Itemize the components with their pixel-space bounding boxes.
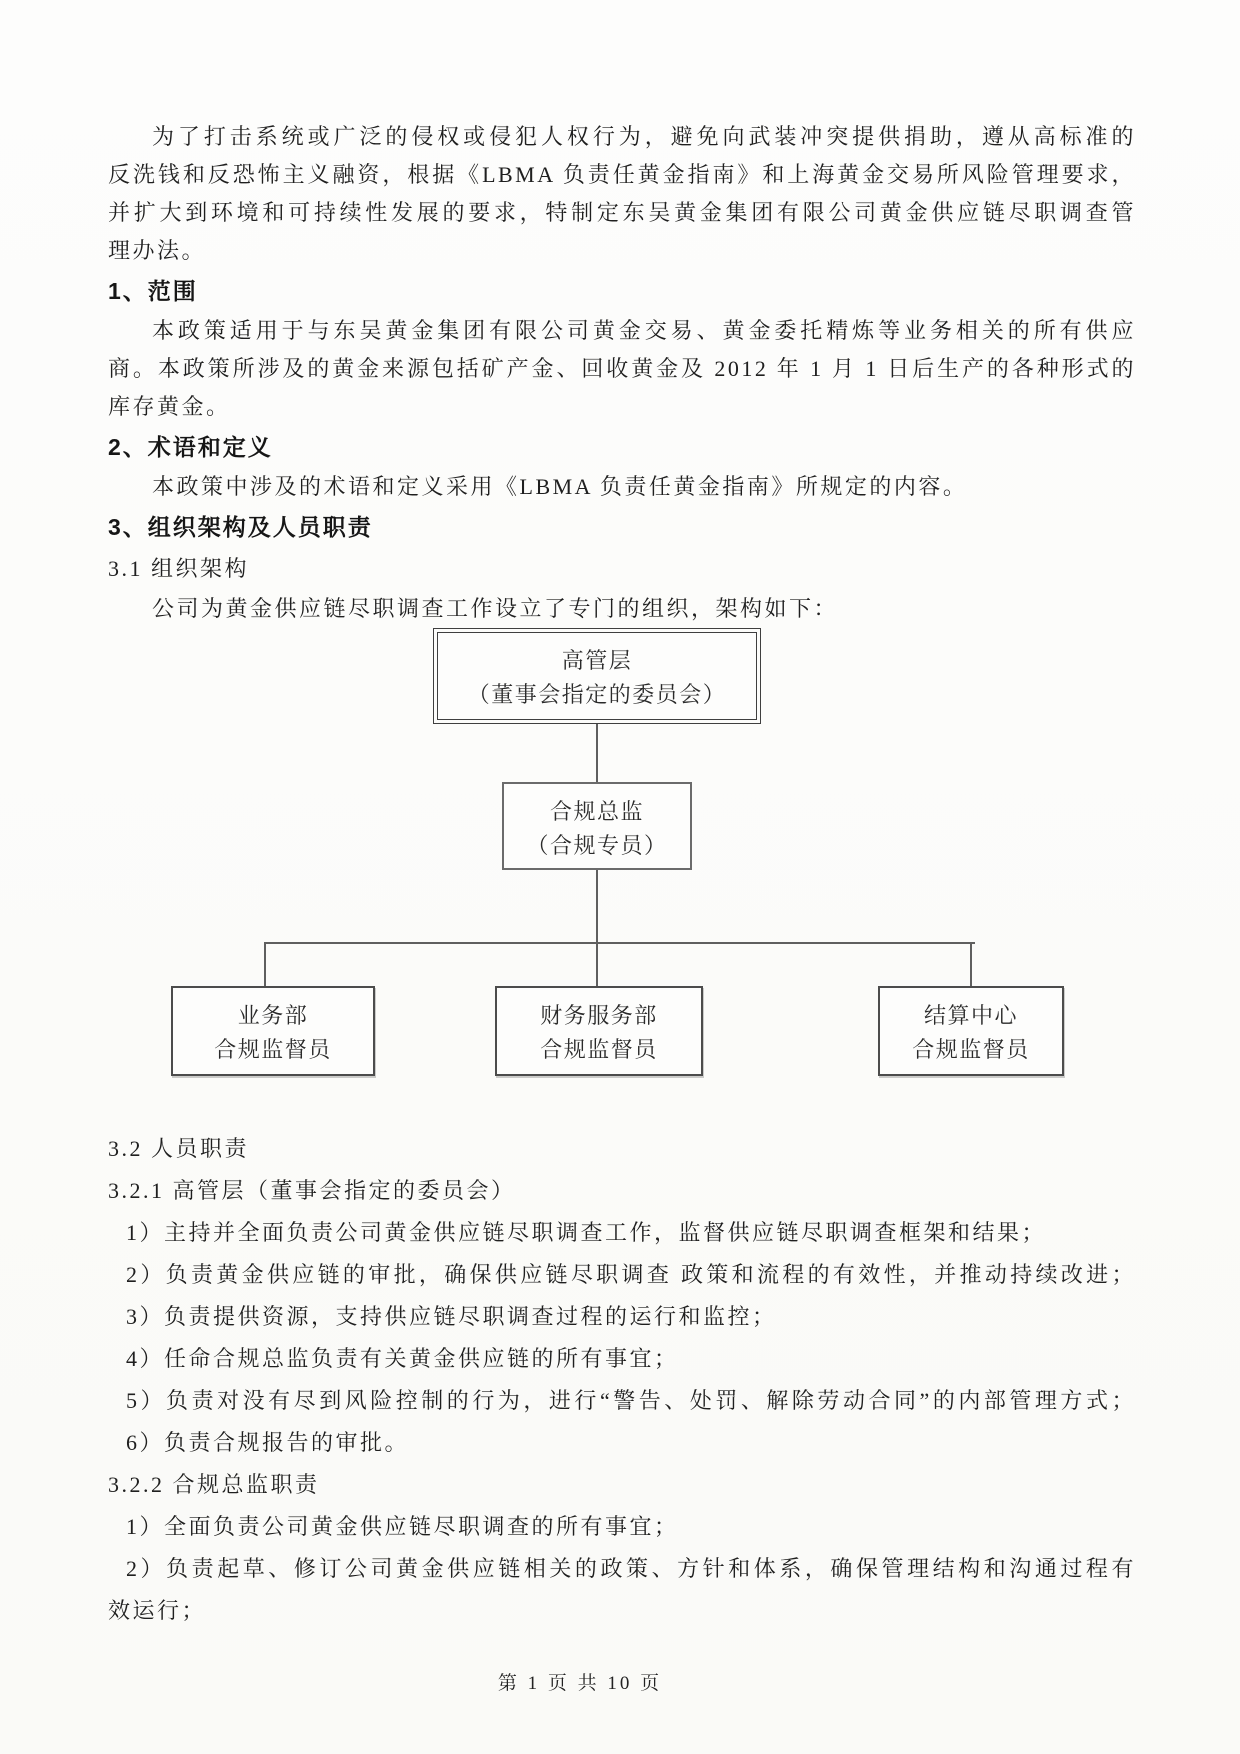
list-item: 3）负责提供资源，支持供应链尽职调查过程的运行和监控；	[126, 1304, 777, 1329]
text-line: 库存黄金。	[108, 394, 231, 419]
connector-vertical-top	[596, 724, 598, 782]
list-item: 6）负责合规报告的审批。	[126, 1430, 410, 1455]
org-box-title: 业务部	[237, 1003, 309, 1028]
connector-vertical-middle	[596, 870, 598, 986]
connector-stub-left	[264, 942, 266, 986]
list-item-continuation: 效运行；	[108, 1598, 207, 1623]
text-line: 并扩大到环境和可持续性发展的要求，特制定东吴黄金集团有限公司黄金供应链尽职调查管	[108, 200, 1136, 225]
list-item: 4）任命合规总监负责有关黄金供应链的所有事宜；	[126, 1346, 679, 1371]
scope-paragraph	[108, 312, 1136, 426]
subsection-3-2-title: 3.2 人员职责	[108, 1136, 250, 1161]
org-box-subtitle: 合规监督员	[912, 1037, 1030, 1062]
intro-paragraph	[108, 118, 1136, 270]
org-box-title: 结算中心	[923, 1003, 1018, 1028]
org-box-senior-management	[437, 632, 757, 720]
subsection-3-2-2-title: 3.2.2 合规总监职责	[108, 1472, 320, 1497]
org-box-subtitle: 合规监督员	[540, 1037, 658, 1062]
section-heading-terms: 2、术语和定义	[108, 434, 273, 460]
list-item: 2）负责黄金供应链的审批，确保供应链尽职调查 政策和流程的有效性，并推动持续改进；	[126, 1262, 1136, 1287]
text-line: 反洗钱和反恐怖主义融资，根据《LBMA 负责任黄金指南》和上海黄金交易所风险管理要求，	[108, 162, 1136, 187]
list-item: 1）主持并全面负责公司黄金供应链尽职调查工作，监督供应链尽职调查框架和结果；	[126, 1220, 1047, 1245]
subsection-3-2-1-title: 3.2.1 高管层（董事会指定的委员会）	[108, 1178, 516, 1203]
org-box-compliance-director	[502, 782, 692, 870]
org-box-subtitle: （董事会指定的委员会）	[467, 682, 727, 707]
text-line: 理办法。	[108, 238, 207, 263]
org-box-settlement-center	[878, 986, 1064, 1076]
connector-stub-right	[970, 942, 972, 986]
list-item: 2）负责起草、修订公司黄金供应链相关的政策、方针和体系，确保管理结构和沟通过程有	[126, 1556, 1136, 1581]
page-footer: 第 1 页 共 10 页	[497, 1673, 663, 1694]
section-heading-organization: 3、组织架构及人员职责	[108, 514, 373, 540]
org-box-title: 合规总监	[549, 799, 644, 824]
connector-horizontal-rail	[264, 942, 975, 944]
subsection-3-1-title: 3.1 组织架构	[108, 556, 250, 581]
text-line: 为了打击系统或广泛的侵权或侵犯人权行为，避免向武装冲突提供捐助，遵从高标准的	[152, 124, 1136, 149]
section-heading-scope: 1、范围	[108, 278, 198, 304]
org-box-subtitle: 合规监督员	[214, 1037, 332, 1062]
section-3-2	[108, 1128, 1136, 1632]
org-intro-line: 公司为黄金供应链尽职调查工作设立了专门的组织，架构如下：	[152, 596, 839, 621]
terms-paragraph: 本政策中涉及的术语和定义采用《LBMA 负责任黄金指南》所规定的内容。	[152, 474, 968, 499]
list-item: 1）全面负责公司黄金供应链尽职调查的所有事宜；	[126, 1514, 679, 1539]
org-box-title: 财务服务部	[540, 1003, 658, 1028]
text-line: 商。本政策所涉及的黄金来源包括矿产金、回收黄金及 2012 年 1 月 1 日后生产的各种形式的	[108, 356, 1136, 381]
org-box-finance-service-dept	[495, 986, 703, 1076]
org-box-subtitle: （合规专员）	[526, 833, 668, 858]
org-chart	[108, 632, 1136, 1076]
list-item: 5）负责对没有尽到风险控制的行为，进行“警告、处罚、解除劳动合同”的内部管理方式；	[126, 1388, 1136, 1413]
org-box-title: 高管层	[561, 648, 633, 673]
text-line: 本政策适用于与东吴黄金集团有限公司黄金交易、黄金委托精炼等业务相关的所有供应	[152, 318, 1136, 343]
org-box-business-dept	[171, 986, 375, 1076]
